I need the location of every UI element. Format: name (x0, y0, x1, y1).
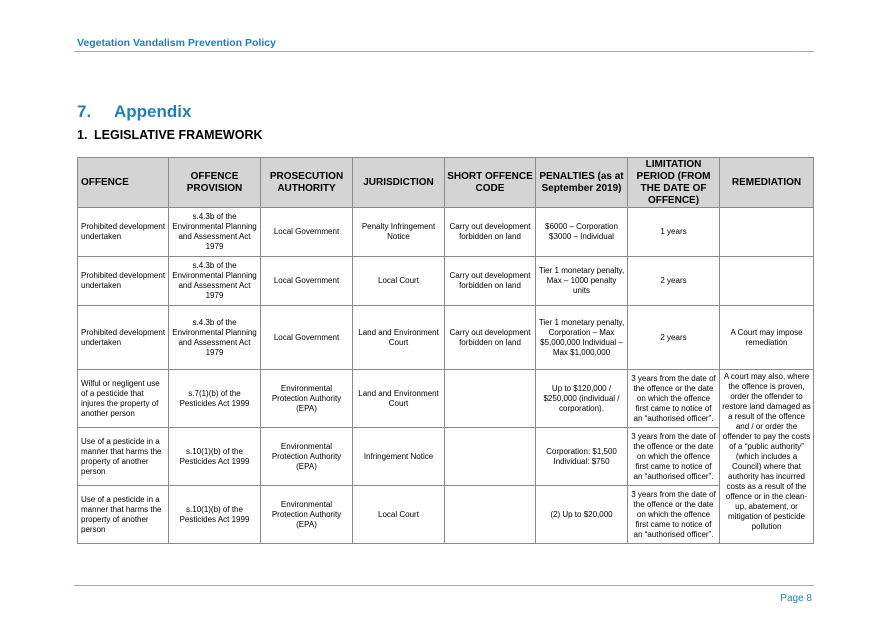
cell-provision: s.4.3b of the Environmental Planning and Assessment Act 1979 (169, 306, 261, 370)
table-row (78, 428, 814, 486)
cell-authority: Local Government (261, 208, 353, 257)
cell-provision: s.10(1)(b) of the Pesticides Act 1999 (169, 486, 261, 544)
header-limitation-period: LIMITATION PERIOD (FROM THE DATE OF OFFENCE) (628, 158, 720, 208)
cell-jurisdiction: Local Court (353, 486, 445, 544)
cell-jurisdiction: Infringement Notice (353, 428, 445, 486)
cell-provision: s.4.3b of the Environmental Planning and Assessment Act 1979 (169, 257, 261, 306)
legislative-framework-table (77, 157, 814, 544)
header-divider (74, 51, 814, 52)
cell-code (445, 428, 536, 486)
cell-code: Carry out development forbidden on land (445, 257, 536, 306)
cell-authority: Local Government (261, 306, 353, 370)
table-row (78, 208, 814, 257)
cell-provision: s.10(1)(b) of the Pesticides Act 1999 (169, 428, 261, 486)
cell-code: Carry out development forbidden on land (445, 306, 536, 370)
table-row (78, 370, 814, 428)
cell-authority: Environmental Protection Authority (EPA) (261, 428, 353, 486)
cell-limitation: 3 years from the date of the offence or the date on which the offence first came to notice of an “authorised officer”. (628, 370, 720, 428)
cell-authority: Environmental Protection Authority (EPA) (261, 370, 353, 428)
subsection-number: 1. (77, 128, 88, 142)
subsection-title: LEGISLATIVE FRAMEWORK (94, 128, 263, 142)
cell-penalties: $6000 – Corporation $3000 – Individual (536, 208, 628, 257)
cell-remediation: A Court may impose remediation (720, 306, 814, 370)
cell-offence: Use of a pesticide in a manner that harms the property of another person (78, 486, 169, 544)
cell-jurisdiction: Land and Environment Court (353, 370, 445, 428)
cell-offence: Wilful or negligent use of a pesticide that injures the property of another person (78, 370, 169, 428)
cell-penalties: Tier 1 monetary penalty, Corporation – Max $5,000,000 Individual – Max $1,000,000 (536, 306, 628, 370)
header-prosecution-authority: PROSECUTION AUTHORITY (261, 158, 353, 208)
header-remediation: REMEDIATION (720, 158, 814, 208)
cell-limitation: 2 years (628, 306, 720, 370)
header-penalties: PENALTIES (as at September 2019) (536, 158, 628, 208)
cell-authority: Environmental Protection Authority (EPA) (261, 486, 353, 544)
header-offence: OFFENCE (78, 158, 169, 208)
cell-penalties: Tier 1 monetary penalty, Max – 1000 penalty units (536, 257, 628, 306)
section-number: 7. (77, 102, 92, 121)
footer-divider (74, 585, 814, 586)
header-short-offence-code: SHORT OFFENCE CODE (445, 158, 536, 208)
table-row (78, 257, 814, 306)
cell-penalties: Corporation: $1,500 Individual: $750 (536, 428, 628, 486)
table-header-row (78, 158, 814, 208)
cell-provision: s.7(1)(b) of the Pesticides Act 1999 (169, 370, 261, 428)
cell-offence: Prohibited development undertaken (78, 257, 169, 306)
cell-code (445, 486, 536, 544)
cell-remediation (720, 208, 814, 257)
subsection-heading (77, 128, 263, 142)
cell-authority: Local Government (261, 257, 353, 306)
section-title: Appendix (114, 102, 192, 121)
cell-jurisdiction: Land and Environment Court (353, 306, 445, 370)
header-jurisdiction: JURISDICTION (353, 158, 445, 208)
table-row (78, 486, 814, 544)
page-number: Page 8 (780, 593, 812, 604)
cell-code (445, 370, 536, 428)
cell-limitation: 3 years from the date of the offence or the date on which the offence first came to notice of an “authorised officer”. (628, 486, 720, 544)
cell-remediation-merged: A court may also, where the offence is proven, order the offender to restore land damaged as a result of the offence and / or order the offender to pay the costs of a “public authority” (which includes a Council) where that authority has incurred costs as a result of the offence or in the clean-up, abatement, or mitigation of pesticide pollution (720, 370, 814, 544)
table-row (78, 306, 814, 370)
cell-offence: Use of a pesticide in a manner that harms the property of another person (78, 428, 169, 486)
section-heading (77, 102, 191, 122)
cell-penalties: Up to $120,000 / $250,000 (individual / corporation). (536, 370, 628, 428)
cell-penalties: (2) Up to $20,000 (536, 486, 628, 544)
cell-jurisdiction: Penalty Infringement Notice (353, 208, 445, 257)
cell-code: Carry out development forbidden on land (445, 208, 536, 257)
cell-offence: Prohibited development undertaken (78, 208, 169, 257)
cell-limitation: 2 years (628, 257, 720, 306)
cell-offence: Prohibited development undertaken (78, 306, 169, 370)
document-header-title: Vegetation Vandalism Prevention Policy (77, 37, 276, 49)
cell-jurisdiction: Local Court (353, 257, 445, 306)
header-offence-provision: OFFENCE PROVISION (169, 158, 261, 208)
cell-limitation: 3 years from the date of the offence or the date on which the offence first came to notice of an “authorised officer”. (628, 428, 720, 486)
cell-limitation: 1 years (628, 208, 720, 257)
cell-provision: s.4.3b of the Environmental Planning and Assessment Act 1979 (169, 208, 261, 257)
cell-remediation (720, 257, 814, 306)
